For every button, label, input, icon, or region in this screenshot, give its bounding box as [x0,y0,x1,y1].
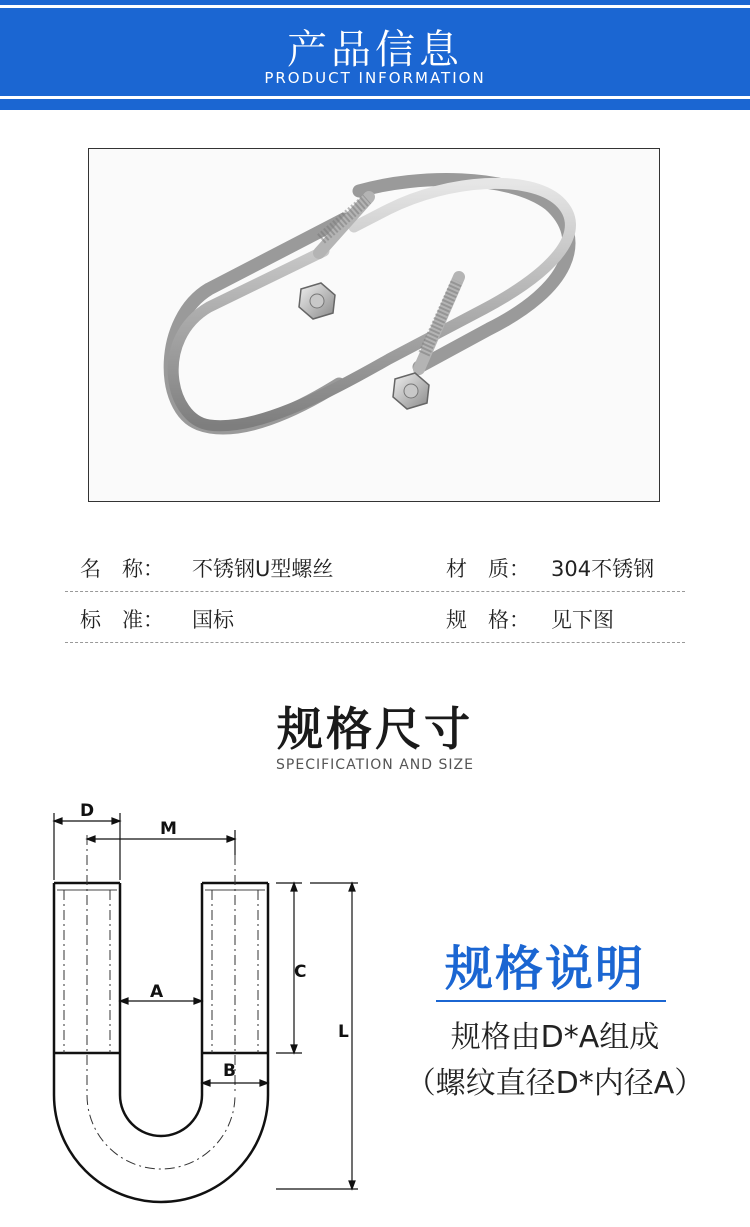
spec-label-standard: 标 准： [80,608,164,632]
u-inner-outline [120,883,202,1136]
dim-label-d: D [80,801,95,821]
product-photo [88,148,660,502]
spec-label-name: 名 称： [80,557,164,581]
nut-left [299,283,335,319]
banner-top-stripe [0,5,750,8]
explanation-title: 规格说明 [444,941,645,997]
banner-bottom-stripe [0,96,750,99]
spec-row-2 [65,594,685,643]
explanation-divider [436,1000,666,1002]
spec-row-1 [65,543,685,592]
banner-subtitle: PRODUCT INFORMATION [264,69,486,87]
dimension-diagram [40,795,380,1205]
explanation-line-1: 规格由D*A组成 [450,1020,660,1055]
spec-value-material: 304不锈钢 [551,557,655,581]
dim-label-c: C [294,962,307,982]
section-subtitle: SPECIFICATION AND SIZE [276,757,474,773]
spec-label-material: 材 质： [446,557,530,581]
u-outer-outline [54,883,268,1202]
nut-right [393,373,429,409]
u-bolt-illustration [89,149,659,501]
spec-value-spec: 见下图 [551,608,614,632]
dim-label-l: L [338,1022,349,1042]
header-banner [0,0,750,110]
spec-label-spec: 规 格： [446,608,530,632]
spec-value-standard: 国标 [192,608,234,632]
banner-title: 产品信息 [287,27,463,73]
spec-value-name: 不锈钢U型螺丝 [192,557,334,581]
dim-label-m: M [160,819,177,839]
explanation-line-2: （螺纹直径D*内径A） [405,1066,705,1101]
section-title: 规格尺寸 [277,702,473,756]
dim-label-a: A [150,982,164,1002]
dim-label-b: B [223,1061,236,1081]
